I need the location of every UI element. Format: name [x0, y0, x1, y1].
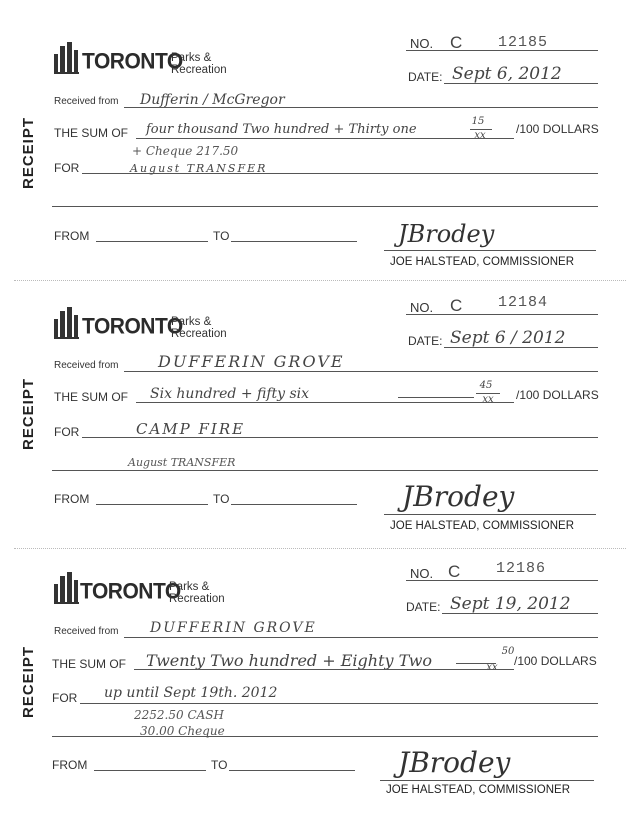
- no-label: NO.: [410, 36, 434, 51]
- to-label: TO: [213, 492, 230, 506]
- dept-line-1: Parks &: [169, 581, 210, 593]
- commissioner-name: JOE HALSTEAD, COMMISSIONER: [390, 520, 575, 532]
- toronto-logo-icon: [54, 572, 80, 604]
- date-label: DATE:: [408, 70, 443, 84]
- toronto-logo-icon: [54, 307, 80, 339]
- dept-line-2: Recreation: [169, 593, 225, 605]
- commissioner-signature: JBrodey: [398, 220, 495, 248]
- for-label: FOR: [54, 161, 80, 175]
- received-from-value: Dufferin / McGregor: [140, 92, 285, 108]
- received-from-value: DUFFERIN GROVE: [158, 352, 345, 371]
- dollars-label: /100 DOLLARS: [516, 122, 599, 136]
- sum-label: THE SUM OF: [54, 390, 128, 404]
- brand-name: TORONTO: [80, 579, 181, 604]
- brand-name: TORONTO: [82, 49, 183, 74]
- dept-line-1: Parks &: [171, 316, 212, 328]
- received-from-value: DUFFERIN GROVE: [150, 620, 317, 636]
- dept-line-2: Recreation: [171, 64, 227, 76]
- receipt-series: C: [450, 33, 463, 52]
- no-label: NO.: [410, 300, 434, 315]
- to-label: TO: [213, 229, 230, 243]
- for-value: up until Sept 19th. 2012: [104, 685, 278, 701]
- receipt-1: [0, 14, 640, 282]
- sum-cents-denominator: xx: [474, 130, 486, 141]
- commissioner-name: JOE HALSTEAD, COMMISSIONER: [390, 256, 575, 268]
- dollars-label: /100 DOLLARS: [514, 654, 597, 668]
- sum-label: THE SUM OF: [52, 657, 126, 671]
- date-label: DATE:: [406, 600, 441, 614]
- receipt-side-label: RECEIPT: [20, 645, 37, 718]
- receipt-side-label: RECEIPT: [20, 116, 37, 189]
- for-label: FOR: [52, 691, 78, 705]
- sum-words: four thousand Two hundred + Thirty one: [146, 122, 417, 137]
- from-label: FROM: [52, 758, 88, 772]
- receipt-2: [0, 280, 640, 548]
- toronto-logo-icon: [54, 42, 80, 74]
- for-value-line-2: August TRANSFER: [128, 456, 236, 469]
- for-value: CAMP FIRE: [136, 420, 246, 438]
- sum-words: Six hundred + fifty six: [150, 386, 310, 402]
- commissioner-signature: JBrodey: [398, 746, 511, 779]
- sum-words-line-2: + Cheque 217.50: [132, 144, 239, 158]
- for-label: FOR: [54, 425, 80, 439]
- date-value: Sept 6 / 2012: [450, 328, 566, 348]
- no-label: NO.: [410, 566, 434, 581]
- for-value-line-3: 30.00 Cheque: [140, 724, 225, 738]
- sum-words: Twenty Two hundred + Eighty Two: [146, 651, 433, 670]
- sum-label: THE SUM OF: [54, 126, 128, 140]
- from-label: FROM: [54, 229, 90, 243]
- received-from-label: Received from: [54, 96, 119, 107]
- receipt-series: C: [448, 562, 461, 581]
- sum-cents: 45: [479, 380, 493, 391]
- for-value: August TRANSFER: [130, 162, 268, 175]
- dollars-label: /100 DOLLARS: [516, 388, 599, 402]
- for-value-line-2: 2252.50 CASH: [134, 708, 224, 722]
- date-value: Sept 6, 2012: [452, 64, 562, 84]
- receipt-side-label: RECEIPT: [20, 377, 37, 450]
- from-label: FROM: [54, 492, 90, 506]
- dept-line-2: Recreation: [171, 328, 227, 340]
- receipt-number: 12185: [498, 34, 549, 51]
- commissioner-name: JOE HALSTEAD, COMMISSIONER: [386, 784, 571, 796]
- date-value: Sept 19, 2012: [450, 594, 571, 614]
- receipt-number: 12184: [498, 294, 549, 311]
- receipt-3: [0, 548, 640, 816]
- dept-line-1: Parks &: [171, 52, 212, 64]
- to-label: TO: [211, 758, 228, 772]
- commissioner-signature: JBrodey: [402, 480, 515, 513]
- received-from-label: Received from: [54, 626, 119, 637]
- sum-cents: 15: [471, 116, 485, 127]
- receipt-series: C: [450, 296, 463, 315]
- sum-cents-denominator: xx: [482, 394, 494, 405]
- sum-cents: 50: [501, 646, 515, 657]
- sum-cents-denominator: xx: [486, 662, 498, 673]
- received-from-label: Received from: [54, 360, 119, 371]
- date-label: DATE:: [408, 334, 443, 348]
- brand-name: TORONTO: [82, 314, 183, 339]
- receipt-number: 12186: [496, 560, 547, 577]
